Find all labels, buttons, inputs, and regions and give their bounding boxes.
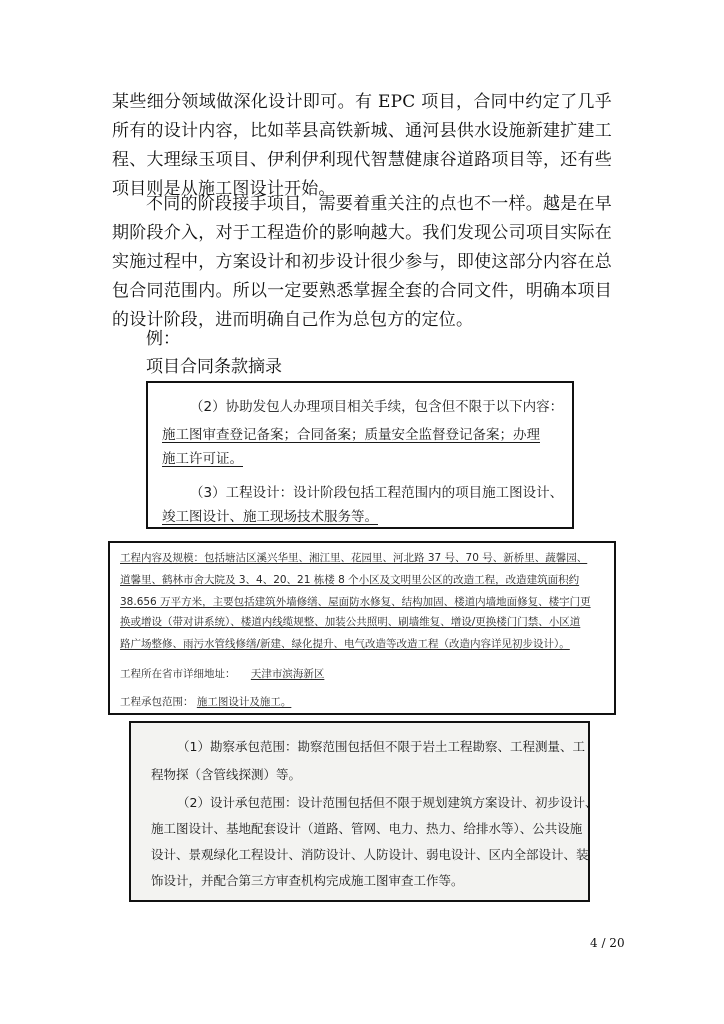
- box2-address-label: 工程所在省市详细地址：: [120, 668, 236, 680]
- contract-excerpt-box-3: [129, 721, 598, 902]
- box3-line-1: （1）勘察承包范围：勘察范围包括但不限于岩土工程勘察、工程测量、工: [177, 739, 585, 754]
- box2-line-2: 道馨里、鹤林市舍大院及 3、4、20、21 栋楼 8 个小区及文明里公区的改造工程，改造建筑面积约: [120, 574, 580, 586]
- excerpt-title: 项目合同条款摘录: [146, 357, 282, 377]
- page-number: 4 / 20: [590, 936, 625, 950]
- example-label: 例：: [146, 329, 180, 349]
- box3-line-2: 程物探（含管线探测）等。: [151, 767, 302, 782]
- box2-line-1: 工程内容及规模：包括塘沽区溪兴华里、湘江里、花园里、河北路 37 号、70 号、新桥里、蔬馨园、: [120, 552, 588, 564]
- box2-line-4: 换或增设（带对讲系统）、楼道内线缆规整、加装公共照明、刷墙维复、增设/更换楼门门禁、小区道: [120, 616, 581, 628]
- body-paragraph-1: 某些细分领域做深化设计即可。有 EPC 项目，合同中约定了几乎所有的设计内容，比如莘县高铁新城、通河县供水设施新建扩建工程、大理绿玉项目、伊利伊利现代智慧健康谷道路项目等，还有些项目则是从施工图设计开始。: [112, 92, 612, 199]
- body-paragraph-2: 不同的阶段接手项目，需要着重关注的点也不一样。越是在早期阶段介入，对于工程造价的影响越大。我们发现公司项目实际在实施过程中，方案设计和初步设计很少参与，即使这部分内容在总包合同范围内。所以一定要熟悉掌握全套的合同文件，明确本项目的设计阶段，进而明确自己作为总包方的定位。: [112, 194, 612, 330]
- box3-line-3: （2）设计承包范围：设计范围包括但不限于规划建筑方案设计、初步设计、: [177, 795, 598, 810]
- box1-line-5: 竣工图设计、施工现场技术服务等。: [162, 509, 378, 525]
- box1-line-4: （3）工程设计：设计阶段包括工程范围内的项目施工图设计、: [190, 485, 564, 501]
- box2-scope-label: 工程承包范围：: [120, 696, 194, 708]
- box3-line-6: 饰设计，并配合第三方审查机构完成施工图审查工作等。: [151, 873, 464, 888]
- contract-excerpt-box-2: [108, 541, 616, 715]
- box1-line-2: 施工图审查登记备案；合同备案；质量安全监督登记备案；办理: [162, 427, 540, 443]
- box3-line-5: 设计、景观绿化工程设计、消防设计、人防设计、弱电设计、区内全部设计、装: [151, 847, 589, 862]
- box2-line-3: 38.656 万平方米，主要包括建筑外墙修缮、屋面防水修复、结构加固、楼道内墙地面修复、楼宇门更: [120, 596, 591, 608]
- contract-excerpt-box-1: [146, 381, 574, 529]
- box1-line-3: 施工许可证。: [162, 451, 243, 467]
- box2-line-5: 路广场整修、雨污水管线修缮/新建、绿化提升、电气改造等改造工程（改造内容详见初步设计）。: [120, 638, 570, 650]
- box3-line-4: 施工图设计、基地配套设计（道路、管网、电力、热力、给排水等）、公共设施: [151, 821, 583, 836]
- box2-scope-value: 施工图设计及施工。: [196, 696, 292, 708]
- box2-address-row: [120, 667, 324, 681]
- box2-address-value: 天津市滨海新区: [250, 668, 325, 680]
- box1-line-1: （2）协助发包人办理项目相关手续，包含但不限于以下内容：: [190, 399, 564, 415]
- box2-scope-row: [120, 695, 291, 709]
